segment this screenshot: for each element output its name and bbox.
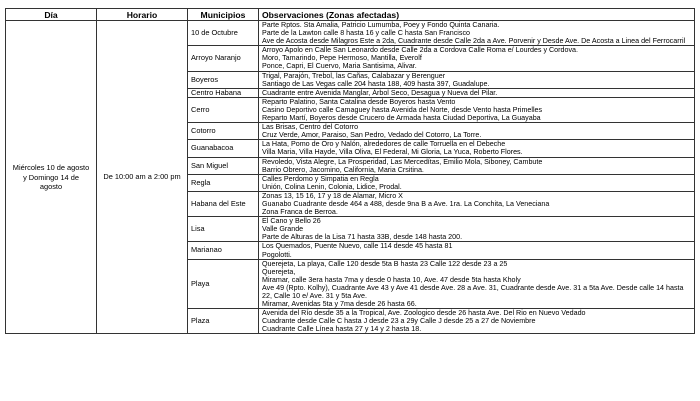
observacion-line: Cruz Verde, Amor, Paraiso, San Pedro, Vedado del Cotorro, La Torre. <box>262 131 482 140</box>
schedule-table <box>5 8 695 334</box>
observacion-line: Arroyo Apolo en Calle San Leonardo desde Calle 2da a Cordova Calle Roma e/ Lourdes y Cordova. <box>262 46 578 55</box>
observaciones-cell <box>259 97 695 122</box>
header-municipios: Municipios <box>188 9 259 21</box>
observacion-line: Revoledo, Vista Alegre, La Prosperidad, Las Mercedítas, Emilio Mola, Siboney, Cambute <box>262 157 543 166</box>
observacion-line: Miramar, Avenidas 5ta y 7ma desde 26 hasta 66. <box>262 300 417 309</box>
observacion-line: Querejeta, <box>262 267 296 276</box>
municipio-cell: Regla <box>188 174 259 191</box>
municipio-cell: Arroyo Naranjo <box>188 46 259 71</box>
schedule-table-container <box>5 8 694 334</box>
municipio-cell: Playa <box>188 259 259 309</box>
header-row <box>6 9 695 21</box>
observaciones-cell <box>259 242 695 259</box>
observacion-line: Los Quemados, Puente Nuevo, calle 114 desde 45 hasta 81 <box>262 242 453 251</box>
observacion-line: Moro, Tamarindo, Pepe Hermoso, Mantilla, Everolf <box>262 54 422 63</box>
municipio-cell: Marianao <box>188 242 259 259</box>
observacion-line: El Cano y Bello 26 <box>262 217 321 226</box>
municipio-cell: Lisa <box>188 217 259 242</box>
observaciones-cell <box>259 191 695 216</box>
observacion-line: Las Brisas, Centro del Cotorro <box>262 123 359 132</box>
observaciones-cell <box>259 174 695 191</box>
header-dia: Día <box>6 9 97 21</box>
observacion-line: Guanabo Cuadrante desde 464 a 488, desde 9na B a Ave. 1ra. La Conchita, La Veneciana <box>262 199 550 208</box>
municipio-cell: Cotorro <box>188 123 259 140</box>
municipio-cell: San Miguel <box>188 157 259 174</box>
observacion-line: Querejeta, La playa, Calle 120 desde 5ta B hasta 23 Calle 122 desde 23 a 25 <box>262 259 508 268</box>
municipio-cell: Centro Habana <box>188 88 259 97</box>
observacion-line: Reparto Palatino, Santa Catalina desde Boyeros hasta Vento <box>262 97 456 106</box>
observacion-line: Valle Grande <box>262 225 304 234</box>
municipio-cell: Guanabacoa <box>188 140 259 157</box>
observacion-line: Cuadrante desde Calle C hasta J desde 23 a 29y Calle J desde 25 a 27 de Noviembre <box>262 317 536 326</box>
observacion-line: Zona Franca de Berroa. <box>262 208 338 217</box>
observaciones-cell <box>259 46 695 71</box>
observacion-line: Miramar, calle 3era hasta 7ma y desde 0 hasta 10, Ave. 47 desde 5ta hasta Kholy <box>262 275 521 284</box>
observacion-line: Barrio Obrero, Jacomino, California, Maria Crsitina. <box>262 165 424 174</box>
observacion-line: Ave de Acosta desde Milagros Este a 2da, Cuadrante desde Calle 2da a Ave. Porvenir y Desde Ave. De Acosta a Linea del Ferrocarril <box>262 37 686 46</box>
table-row <box>6 21 695 46</box>
observaciones-cell <box>259 259 695 309</box>
observacion-line: Parte Rptos. Sta Amalia, Patricio Lumumba, Poey y Fondo Quinta Canaria. <box>262 21 500 29</box>
observaciones-cell <box>259 21 695 46</box>
observacion-line: Unión, Colina Lenin, Colonia, Lidice, Prodal. <box>262 182 402 191</box>
observacion-line: Pogolotti. <box>262 250 292 259</box>
horario-cell: De 10:00 am a 2:00 pm <box>97 21 188 334</box>
observaciones-cell <box>259 309 695 334</box>
header-horario: Horario <box>97 9 188 21</box>
observacion-line: Ave 49 (Rpto. Kolhy), Cuadrante Ave 43 y Ave 41 desde Ave. 28 a Ave. 31, Cuadrante desde Ave. 31 a 5ta Ave. Desde calle 14 hasta 22, Calle 10 e/ Ave. 31 y 5ta Ave. <box>262 283 684 300</box>
observacion-line: Ponce, Capri, El Cuervo, Maria Santisima, Alivar. <box>262 62 417 71</box>
table-body <box>6 21 695 334</box>
header-observaciones: Observaciones (Zonas afectadas) <box>259 9 695 21</box>
observacion-line: Reparto Martí, Boyeros desde Crucero de Armada hasta Ciudad Deportiva, La Guayaba <box>262 114 541 123</box>
observaciones-cell <box>259 88 695 97</box>
observacion-line: Trigal, Parajón, Trebol, las Cañas, Calabazar y Berenguer <box>262 71 446 80</box>
municipio-cell: 10 de Octubre <box>188 21 259 46</box>
observacion-line: Calles Perdomo y Simpatia en Regla <box>262 174 379 183</box>
dia-cell: Miércoles 10 de agosto y Domingo 14 de agosto <box>6 21 97 334</box>
observacion-line: Parte de la Lawton calle 8 hasta 16 y calle C hasta San Francisco <box>262 29 470 38</box>
observacion-line: Villa Maria, Villa Hayde, Villa Oliva, El Federal, Mi Gloria, La Yuca, Roberto Flores. <box>262 148 523 157</box>
observacion-line: Parte de Alturas de la Lisa 71 hasta 33B, desde 148 hasta 200. <box>262 233 463 242</box>
observacion-line: La Hata, Pomo de Oro y Nalón, alrededores de calle Torruella en el Debeche <box>262 140 506 149</box>
observaciones-cell <box>259 157 695 174</box>
observaciones-cell <box>259 123 695 140</box>
observaciones-cell <box>259 71 695 88</box>
observacion-line: Avenida del Río desde 35 a la Tropical, Ave. Zoologico desde 26 hasta Ave. Del Rio en Nuevo Vedado <box>262 309 586 318</box>
municipio-cell: Habana del Este <box>188 191 259 216</box>
observacion-line: Casino Deportivo calle Camaguey hasta Avenida del Norte, desde Vento hasta Primelles <box>262 105 543 114</box>
observaciones-cell <box>259 217 695 242</box>
observaciones-cell <box>259 140 695 157</box>
municipio-cell: Cerro <box>188 97 259 122</box>
observacion-line: Cuadrante Calle Línea hasta 27 y 14 y 2 hasta 18. <box>262 325 422 334</box>
observacion-line: Zonas 13, 15 16, 17 y 18 de Alamar, Micro X <box>262 191 403 200</box>
observacion-line: Santiago de Las Vegas calle 204 hasta 188, 409 hasta 397, Guadalupe. <box>262 79 490 88</box>
observacion-line: Cuadrante entre Avenida Manglar, Árbol Seco, Desagua y Nueva del Pilar. <box>262 88 498 97</box>
municipio-cell: Plaza <box>188 309 259 334</box>
municipio-cell: Boyeros <box>188 71 259 88</box>
